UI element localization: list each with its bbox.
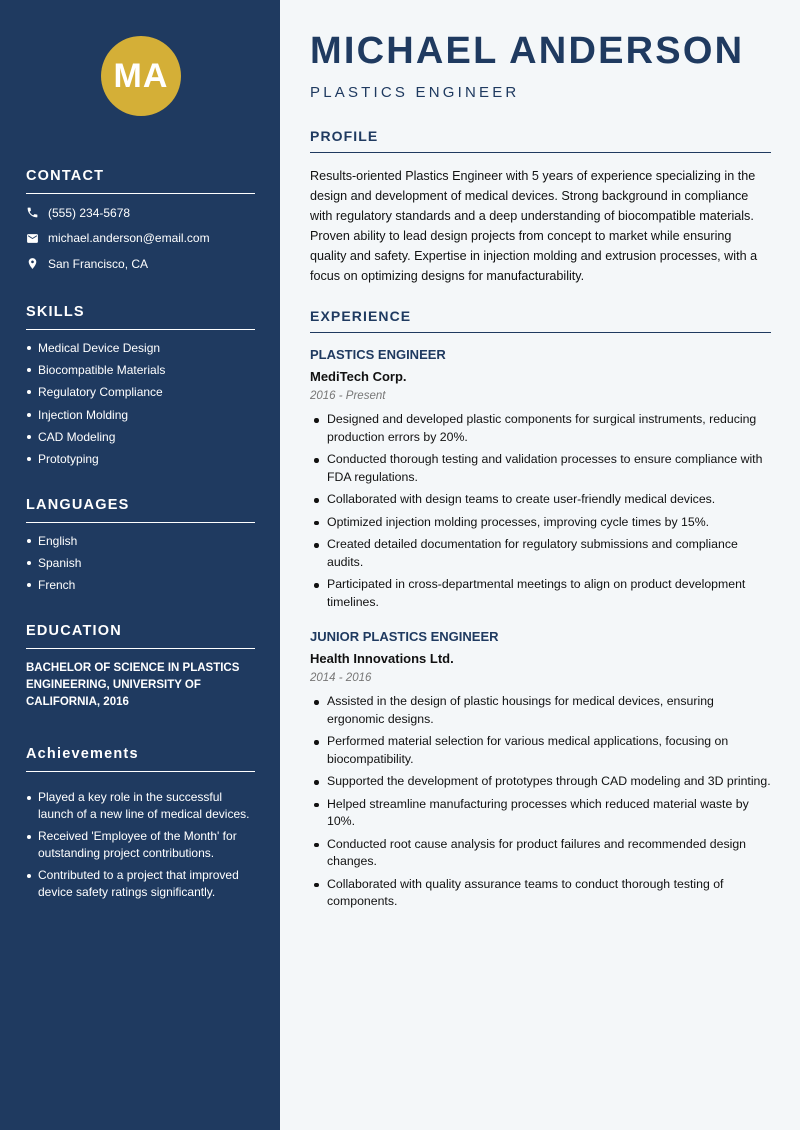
contact-location-text: San Francisco, CA: [48, 256, 149, 271]
skills-heading: SKILLS: [26, 304, 255, 330]
experience-heading: EXPERIENCE: [310, 308, 771, 333]
duty-item: Created detailed documentation for regulatory submissions and compliance audits.: [310, 536, 771, 571]
contact-location: [26, 251, 255, 277]
contact-phone-text[interactable]: (555) 234-5678: [48, 205, 131, 220]
email-icon: [26, 232, 39, 245]
duty-item: Participated in cross-departmental meetings to align on product development timelines.: [310, 576, 771, 611]
education-section: [26, 623, 255, 711]
avatar: MA: [101, 36, 181, 116]
job-company: Health Innovations Ltd.: [310, 651, 454, 666]
duty-item: Supported the development of prototypes through CAD modeling and 3D printing.: [310, 773, 771, 791]
skills-list: [26, 341, 255, 466]
education-degree: BACHELOR OF SCIENCE IN PLASTICS ENGINEERING, UNIVERSITY OF CALIFORNIA, 2016: [26, 662, 240, 708]
duty-item: Conducted root cause analysis for product failures and recommended design changes.: [310, 836, 771, 871]
job-dates: 2016 - Present: [310, 390, 386, 402]
candidate-name: MICHAEL ANDERSON: [310, 30, 745, 72]
duty-item: Performed material selection for various medical applications, focusing on biocompatibility.: [310, 733, 771, 768]
job-duties: [310, 693, 771, 911]
profile-heading: PROFILE: [310, 128, 771, 153]
achievements-section: [26, 746, 255, 906]
job-title: JUNIOR PLASTICS ENGINEER: [310, 629, 499, 644]
duty-item: Helped streamline manufacturing processes which reduced material waste by 10%.: [310, 796, 771, 831]
skill-item: Injection Molding: [26, 408, 255, 422]
language-item: Spanish: [26, 556, 255, 570]
contact-phone: [26, 200, 255, 226]
contact-section: [26, 168, 255, 277]
profile-section: [310, 128, 771, 286]
languages-list: [26, 534, 255, 592]
language-item: French: [26, 578, 255, 592]
language-item: English: [26, 534, 255, 548]
achievement-item: Played a key role in the successful launch of a new line of medical devices.: [26, 789, 255, 823]
skills-section: [26, 304, 255, 474]
languages-section: [26, 497, 255, 601]
duty-item: Conducted thorough testing and validation processes to ensure compliance with FDA regulations.: [310, 451, 771, 486]
contact-email-text[interactable]: michael.anderson@email.com: [48, 231, 210, 246]
skill-item: Regulatory Compliance: [26, 385, 255, 399]
duty-item: Designed and developed plastic components for surgical instruments, reducing production errors by 20%.: [310, 411, 771, 446]
achievements-list: [26, 789, 255, 901]
duty-item: Assisted in the design of plastic housings for medical devices, ensuring ergonomic designs.: [310, 693, 771, 728]
duty-item: Optimized injection molding processes, improving cycle times by 15%.: [310, 514, 771, 532]
education-heading: EDUCATION: [26, 623, 255, 649]
job-entry: [310, 347, 771, 611]
location-icon: [26, 257, 39, 270]
candidate-title: PLASTICS ENGINEER: [310, 84, 520, 101]
duty-item: Collaborated with design teams to create user-friendly medical devices.: [310, 491, 771, 509]
phone-icon: [26, 206, 39, 219]
profile-text: Results-oriented Plastics Engineer with 5 years of experience specializing in the design and development of medical devices. Strong background in compliance with regulatory standards and a deep understanding of biocompatible materials. Proven ability to lead design projects from concept to market while ensuring quality and safety. Expertise in injection molding and extrusion processes, with a focus on optimizing designs for manufacturability.: [310, 169, 758, 283]
languages-heading: LANGUAGES: [26, 497, 255, 523]
skill-item: Biocompatible Materials: [26, 363, 255, 377]
experience-section: [310, 308, 771, 916]
job-duties: [310, 411, 771, 611]
job-entry: [310, 629, 771, 911]
skill-item: Medical Device Design: [26, 341, 255, 355]
duty-item: Collaborated with quality assurance teams to conduct thorough testing of components.: [310, 876, 771, 911]
skill-item: Prototyping: [26, 452, 255, 466]
achievement-item: Received 'Employee of the Month' for outstanding project contributions.: [26, 828, 255, 862]
achievement-item: Contributed to a project that improved device safety ratings significantly.: [26, 867, 255, 901]
job-dates: 2014 - 2016: [310, 672, 372, 684]
sidebar: [0, 0, 280, 1130]
contact-email: [26, 226, 255, 252]
skill-item: CAD Modeling: [26, 430, 255, 444]
job-company: MediTech Corp.: [310, 369, 407, 384]
contact-heading: CONTACT: [26, 168, 255, 194]
job-title: PLASTICS ENGINEER: [310, 347, 446, 362]
achievements-heading: Achievements: [26, 746, 255, 772]
